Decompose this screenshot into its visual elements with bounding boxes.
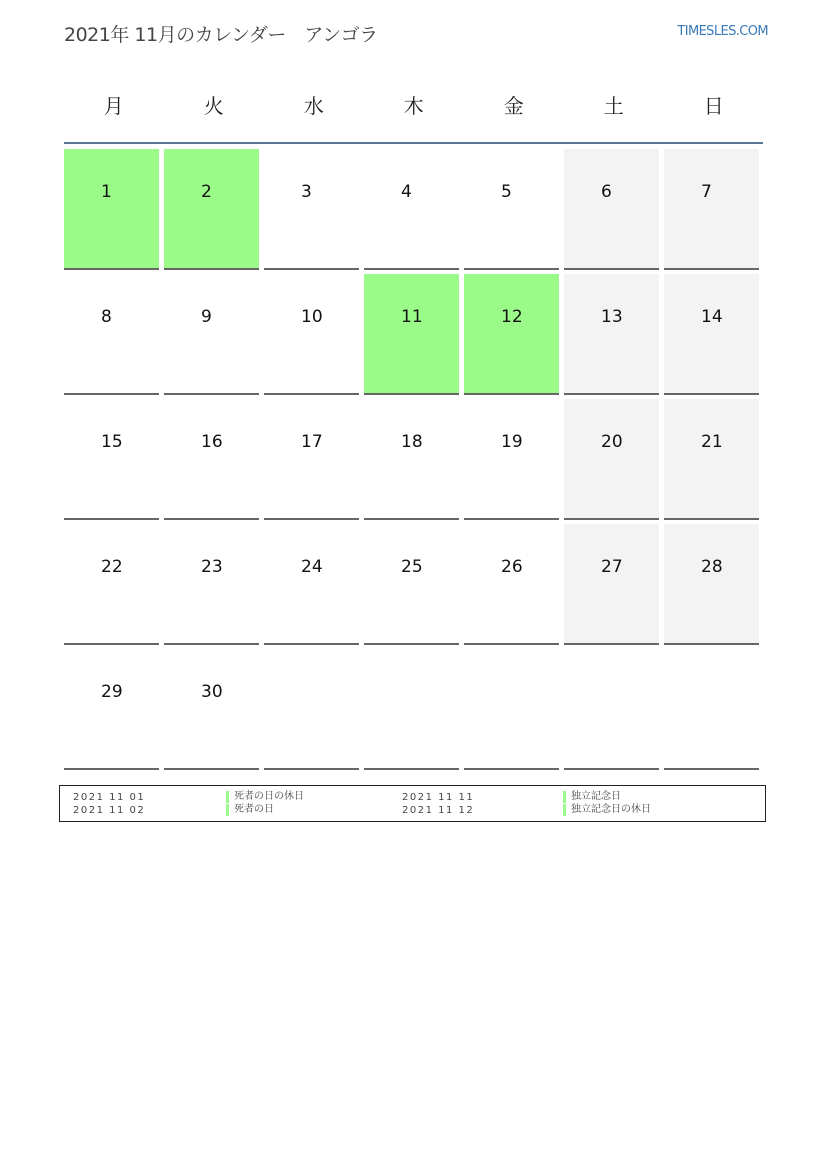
day-number: 9 [201,307,212,327]
day-number: 26 [501,557,523,577]
weekday-mon: 月 [103,94,124,118]
day-number: 24 [301,557,323,577]
holiday-name: 独立記念日の休日 [563,804,651,816]
day-cell[interactable] [564,524,659,645]
day-number: 29 [101,682,123,702]
day-cell[interactable] [64,524,159,645]
day-cell[interactable] [64,399,159,520]
day-number: 3 [301,182,312,202]
day-cell[interactable] [264,524,359,645]
day-cell[interactable] [164,399,259,520]
holiday-date: 2021 11 02 [73,805,146,816]
day-number: 16 [201,432,223,452]
day-cell[interactable] [364,274,459,395]
day-number: 19 [501,432,523,452]
holiday-name: 死者の日の休日 [226,791,304,803]
day-cell[interactable] [164,274,259,395]
day-number: 22 [101,557,123,577]
day-number: 5 [501,182,512,202]
day-cell[interactable] [464,274,559,395]
day-number: 25 [401,557,423,577]
day-number: 27 [601,557,623,577]
header-divider [64,142,763,144]
day-cell [364,649,459,770]
day-cell[interactable] [464,524,559,645]
day-cell[interactable] [164,149,259,270]
day-cell[interactable] [64,649,159,770]
day-cell[interactable] [364,399,459,520]
holiday-name: 独立記念日 [563,791,621,803]
day-cell[interactable] [464,149,559,270]
day-cell[interactable] [164,524,259,645]
holiday-legend [59,785,766,822]
day-cell[interactable] [264,274,359,395]
day-cell[interactable] [64,274,159,395]
weekday-tue: 火 [203,94,224,118]
day-cell[interactable] [564,399,659,520]
day-number: 14 [701,307,723,327]
day-number: 17 [301,432,323,452]
day-number: 6 [601,182,612,202]
weekday-thu: 木 [403,94,424,118]
day-cell[interactable] [664,399,759,520]
day-number: 21 [701,432,723,452]
day-number: 20 [601,432,623,452]
day-number: 4 [401,182,412,202]
day-cell[interactable] [164,649,259,770]
day-number: 12 [501,307,523,327]
day-cell[interactable] [664,274,759,395]
holiday-name: 死者の日 [226,804,274,816]
weekday-wed: 水 [303,94,324,118]
brand-link[interactable]: TIMESLES.COM [677,24,768,39]
calendar-week [64,649,764,770]
day-cell[interactable] [564,149,659,270]
day-number: 30 [201,682,223,702]
day-number: 8 [101,307,112,327]
day-number: 15 [101,432,123,452]
day-cell[interactable] [264,149,359,270]
day-cell[interactable] [64,149,159,270]
day-cell [564,649,659,770]
day-number: 2 [201,182,212,202]
calendar-week [64,149,764,270]
day-number: 10 [301,307,323,327]
day-cell[interactable] [564,274,659,395]
day-number: 11 [401,307,423,327]
day-number: 13 [601,307,623,327]
day-number: 18 [401,432,423,452]
day-number: 28 [701,557,723,577]
holiday-date: 2021 11 12 [402,805,475,816]
day-cell [464,649,559,770]
day-cell[interactable] [264,399,359,520]
day-cell [664,649,759,770]
calendar-week [64,399,764,520]
holiday-date: 2021 11 11 [402,792,475,803]
calendar-week [64,524,764,645]
day-cell[interactable] [664,524,759,645]
calendar-grid [64,149,764,774]
calendar-week [64,274,764,395]
weekday-fri: 金 [503,94,524,118]
holiday-date: 2021 11 01 [73,792,146,803]
weekday-sun: 日 [703,94,724,118]
page-title: 2021年 11月のカレンダー アンゴラ [64,24,378,46]
day-cell [264,649,359,770]
day-cell[interactable] [464,399,559,520]
day-cell[interactable] [364,149,459,270]
day-number: 7 [701,182,712,202]
day-number: 23 [201,557,223,577]
day-cell[interactable] [664,149,759,270]
weekday-sat: 土 [603,94,624,118]
weekday-header [64,90,764,119]
day-cell[interactable] [364,524,459,645]
day-number: 1 [101,182,112,202]
